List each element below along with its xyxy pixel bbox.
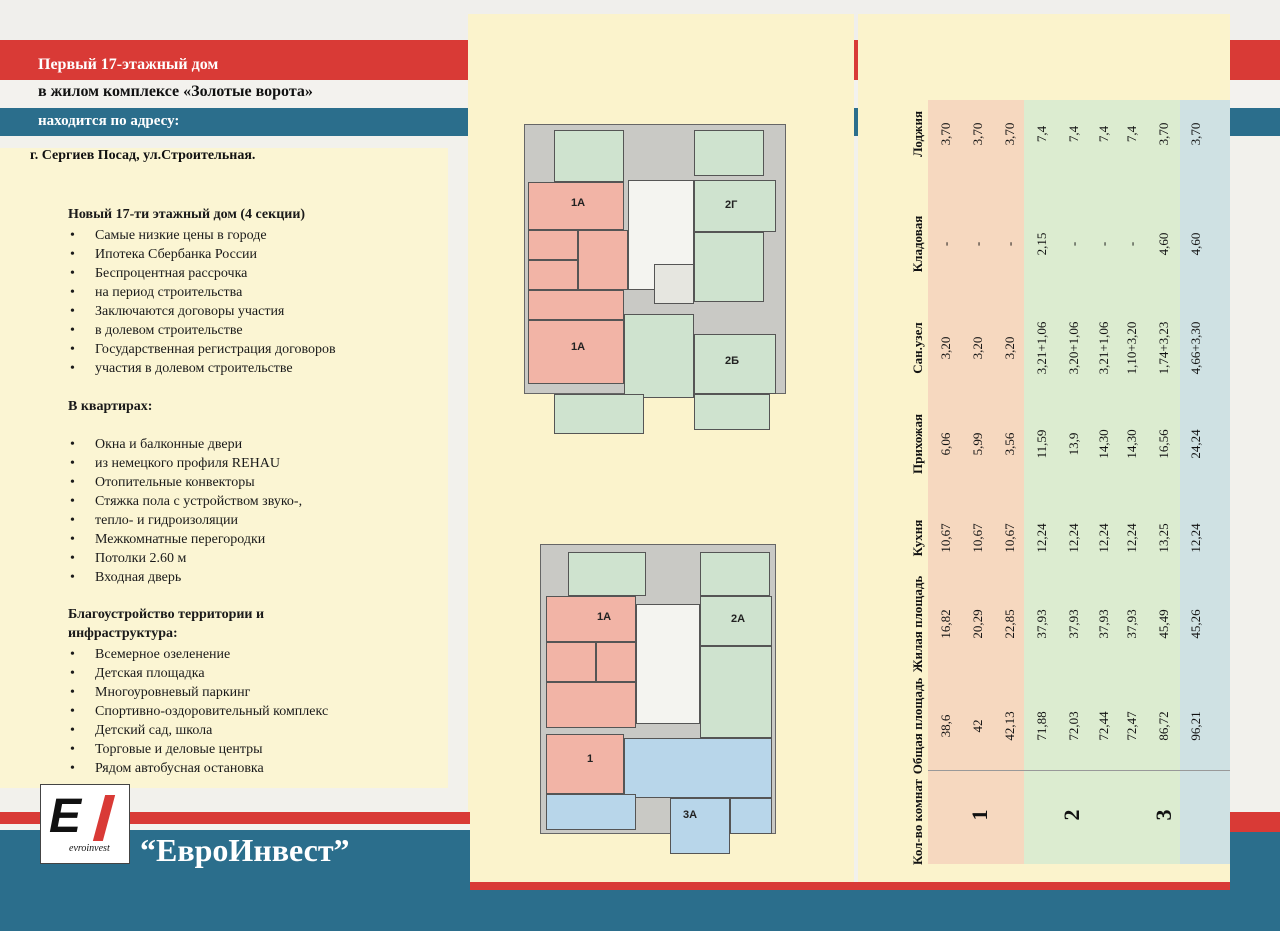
table-header-rooms: Кол-во комнат [910, 779, 925, 865]
table-cell-kitchen: 12,24 [1096, 523, 1111, 553]
table-cell-hall: 14,30 [1096, 429, 1111, 459]
section1-title: Новый 17-ти этажный дом (4 секции) [68, 207, 306, 222]
table-cell-storage: - [938, 241, 953, 247]
table-cell-loggia: 3,70 [1188, 122, 1203, 146]
table-cell-living: 16,82 [938, 609, 953, 639]
list-item: • Межкомнатные перегородки [68, 530, 428, 549]
brand-name: “ЕвроИнвест” [140, 832, 350, 868]
red-stripe-bottom-right [470, 882, 1280, 890]
list-item: • Входная дверь [68, 568, 428, 587]
table-cell-bath: 3,20+1,06 [1066, 321, 1081, 375]
list-item: • Ипотека Сбербанка России [68, 245, 428, 264]
room-1a: 1А [546, 596, 636, 642]
section3-title: Благоустройство территории и инфраструктура: [68, 607, 265, 641]
table-cell-total: 72,47 [1124, 711, 1139, 741]
table-cell-kitchen: 12,24 [1124, 523, 1139, 553]
table-cell-hall: 11,59 [1034, 429, 1049, 459]
room-1a-bottom: 1А [528, 320, 624, 384]
table-cell-bath: 1,74+3,23 [1156, 321, 1171, 375]
table-cell-hall: 5,99 [970, 432, 985, 456]
table-cell-kitchen: 10,67 [938, 523, 953, 553]
table-cell-total: 42,13 [1002, 711, 1017, 741]
table-cell-loggia: 7,4 [1096, 125, 1111, 143]
table-cell-bath: 3,21+1,06 [1096, 321, 1111, 375]
table-header-loggia: Лоджия [910, 111, 925, 158]
room-3a: 3А [670, 798, 730, 854]
list-item: • Государственная регистрация договоров [68, 340, 428, 359]
table-cell-loggia: 7,4 [1124, 125, 1139, 143]
table-cell-total: 72,03 [1066, 711, 1081, 741]
room-1a-top: 1А [528, 182, 624, 230]
list-item: • Детская площадка [68, 664, 428, 683]
table-cell-kitchen: 12,24 [1034, 523, 1049, 553]
list-item-continued: • участия в долевом строительстве [68, 359, 428, 378]
list-item: • Потолки 2.60 м [68, 549, 428, 568]
table-cell-storage: - [1002, 241, 1017, 247]
left-body [68, 205, 428, 778]
table-header-hall: Прихожая [910, 414, 925, 474]
list-item: • Многоуровневый паркинг [68, 683, 428, 702]
table-cell-living: 37,93 [1096, 609, 1111, 639]
table-cell-living: 37,93 [1034, 609, 1049, 639]
table-cell-living: 45,26 [1188, 609, 1203, 639]
room [694, 130, 764, 176]
room-1: 1 [546, 734, 624, 794]
table-cell-storage: - [970, 241, 985, 247]
table-cell-hall: 24,24 [1188, 429, 1203, 459]
table-cell-bath: 3,21+1,06 [1034, 321, 1049, 375]
list-item: • Заключаются договоры участия [68, 302, 428, 321]
table-header-living: Жилая площадь [910, 575, 925, 673]
list-item: • Самые низкие цены в городе [68, 226, 428, 245]
table-cell-loggia: 3,70 [938, 122, 953, 146]
table-cell-bath: 3,20 [938, 336, 953, 360]
table-cell-kitchen: 10,67 [1002, 523, 1017, 553]
table-cell-hall: 6,06 [938, 432, 953, 456]
table-cell-living: 22,85 [1002, 609, 1017, 639]
room-2g: 2Г [694, 180, 776, 232]
list-item: • Торговые и деловые центры [68, 740, 428, 759]
list-item: • Детский сад, школа [68, 721, 428, 740]
table-cell-total: 86,72 [1156, 711, 1171, 741]
header-line-2: в жилом комплексе «Золотые ворота» [38, 83, 313, 100]
table-cell-bath: 4,66+3,30 [1188, 321, 1203, 375]
section3-list [68, 645, 428, 778]
table-header-kitchen: Кухня [910, 519, 925, 557]
address: г. Сергиев Посад, ул.Строительная. [30, 148, 256, 163]
table-cell-kitchen: 13,25 [1156, 523, 1171, 553]
list-item-continued: • из немецкого профиля REHAU [68, 454, 428, 473]
table-cell-living: 37,93 [1124, 609, 1139, 639]
table-rooms-count: 3 [1151, 809, 1176, 821]
table-header-storage: Кладовая [910, 215, 925, 273]
table-cell-loggia: 3,70 [1156, 122, 1171, 146]
table-cell-kitchen: 12,24 [1066, 523, 1081, 553]
table-rooms-count: 1 [967, 809, 992, 821]
header-line-3: находится по адресу: [38, 113, 180, 129]
table-cell-bath: 3,20 [1002, 336, 1017, 360]
list-item: • Всемерное озеленение [68, 645, 428, 664]
table-cell-hall: 14,30 [1124, 429, 1139, 459]
table-cell-loggia: 3,70 [1002, 122, 1017, 146]
table-cell-bath: 3,20 [970, 336, 985, 360]
logo-slash-mark [93, 795, 115, 841]
room-2a: 2А [700, 596, 772, 646]
section2-title: В квартирах: [68, 399, 153, 414]
table-cell-storage: 2,15 [1034, 232, 1049, 256]
list-item: • Отопительные конвекторы [68, 473, 428, 492]
list-item: • Окна и балконные двери [68, 435, 428, 454]
list-item: • Рядом автобусная остановка [68, 759, 428, 778]
blue-stripe-bottom-right [470, 890, 1280, 931]
table-cell-living: 45,49 [1156, 609, 1171, 639]
floor-plan-bottom [540, 544, 776, 854]
table-cell-storage: - [1124, 241, 1139, 247]
table-rooms-count: 2 [1059, 809, 1084, 821]
table-cell-total: 71,88 [1034, 711, 1049, 741]
table-cell-loggia: 7,4 [1034, 125, 1049, 143]
room [554, 130, 624, 182]
table-cell-total: 38,6 [938, 714, 953, 738]
list-item: • Спортивно-оздоровительный комплекс [68, 702, 428, 721]
header-line-1: Первый 17-этажный дом [38, 56, 219, 73]
table-cell-hall: 3,56 [1002, 432, 1017, 456]
table-cell-hall: 13,9 [1066, 432, 1081, 456]
table-cell-living: 37,93 [1066, 609, 1081, 639]
table-cell-living: 20,29 [970, 609, 985, 639]
floor-plan-top [524, 124, 786, 434]
table-cell-hall: 16,56 [1156, 429, 1171, 459]
table-cell-total: 96,21 [1188, 711, 1203, 741]
table-cell-loggia: 7,4 [1066, 125, 1081, 143]
table-cell-kitchen: 10,67 [970, 523, 985, 553]
list-item-continued: • тепло- и гидроизоляции [68, 511, 428, 530]
logo-letters: E [49, 790, 80, 843]
table-cell-total: 72,44 [1096, 711, 1111, 741]
table-cell-storage: - [1096, 241, 1111, 247]
table-header-total: Общая площадь [910, 677, 925, 775]
table-cell-storage: 4,60 [1156, 232, 1171, 256]
list-item: • Стяжка пола с устройством звуко-, [68, 492, 428, 511]
table-cell-storage: - [1066, 241, 1081, 247]
table-cell-bath: 1,10+3,20 [1124, 321, 1139, 375]
company-logo [40, 784, 130, 864]
list-item: • Беспроцентная рассрочка [68, 264, 428, 283]
table-header-bath: Сан.узел [910, 322, 925, 374]
room-2b: 2Б [694, 334, 776, 394]
table-cell-total: 42 [970, 719, 985, 733]
list-item-continued: • на период строительства [68, 283, 428, 302]
section1-list [68, 226, 428, 378]
section2-list [68, 435, 428, 587]
list-item-continued: • в долевом строительстве [68, 321, 428, 340]
table-cell-loggia: 3,70 [970, 122, 985, 146]
table-cell-kitchen: 12,24 [1188, 523, 1203, 553]
table-cell-storage: 4,60 [1188, 232, 1203, 256]
logo-subtext: evroinvest [69, 843, 110, 854]
